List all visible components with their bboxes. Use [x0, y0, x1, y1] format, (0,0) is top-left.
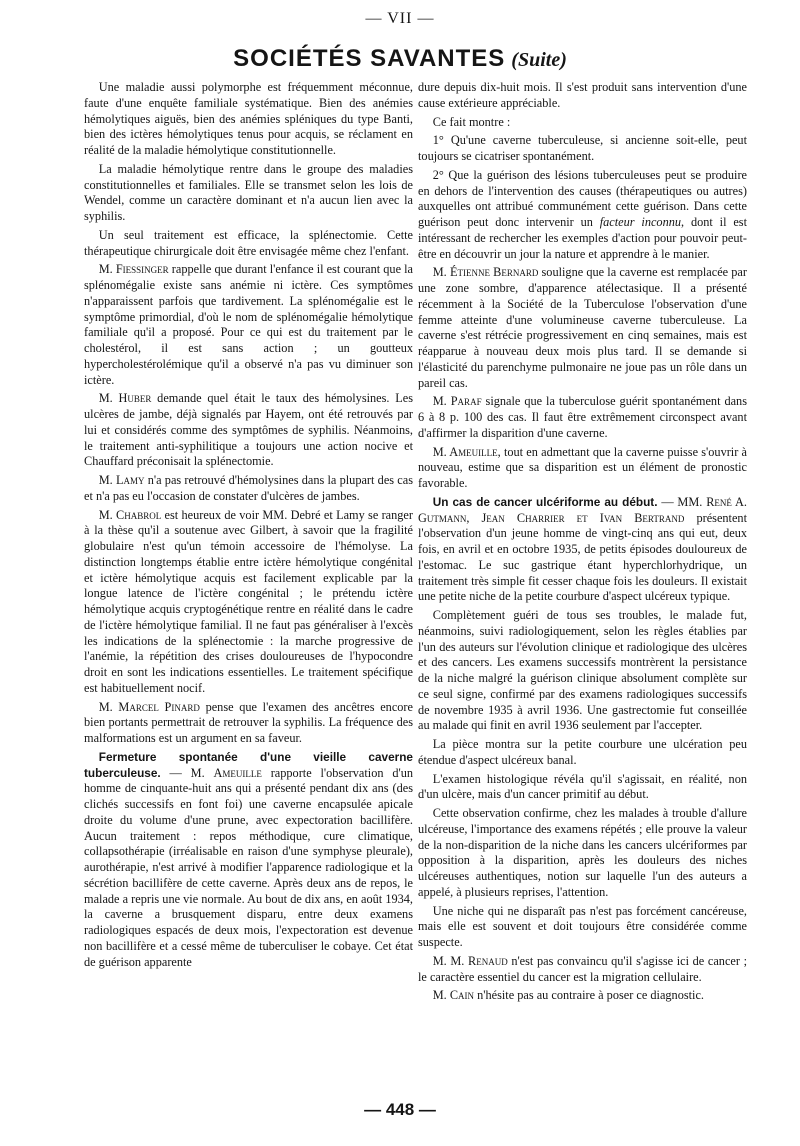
roman-page-number: — VII — [365, 10, 435, 27]
paragraph: Une niche qui ne disparaît pas n'est pas forcément cancéreuse, mais elle est souvent et doit toujours être considérée comme suspecte. [418, 903, 747, 949]
paragraph [418, 988, 747, 1004]
paragraph-text: demande quel était le taux des hémolysines. Les ulcères de jambe, déjà signalés par Hayem, ont été retrouvés par lui et considérés comme des symptômes de syphilis. Néanmoins, le traitement anti-syphilitique a toujours une action nocive et Chauffard préconisait la splénectomie. [84, 391, 414, 469]
right-column [418, 80, 747, 1007]
paragraph-text: 2° Que la guérison des lésions tuberculeuses peut se produire en dehors de l'intervention des causes (thérapeutiques ou autres) auxquelles ont attribué communément cette guérison. Dans cette guérison peut donc intervenir un [418, 167, 747, 229]
paragraph [418, 954, 747, 986]
paragraph-text: présentent l'observation d'un jeune homme de vingt-cinq ans qui eut, deux fois, en avril et en octobre 1935, de petits épisodes douloureux de l'estomac. Le suc gastrique étant hyperchlorhydrique, un traitement très simple fit cesser chaque fois les douleurs. Il existait une petite niche de la petite courbure d'aspect ulcéreux typique. [418, 510, 747, 604]
paragraph-text: n'est pas convaincu qu'il s'agisse ici de cancer ; le caractère essentiel du cancer est la migration cellulaire. [418, 953, 747, 984]
heading-dash: — M. [160, 765, 214, 780]
article-heading: Fermeture spontanée d'une vieille caverne tuberculeuse. [84, 749, 413, 780]
paragraph: La maladie hémolytique rentre dans le groupe des maladies constitutionnelles et familiales. Elle se transmet selon les lois de Wendel, comme un caractère dominant et n'a aucun lien avec la syphilis. [84, 161, 413, 223]
paragraph [84, 262, 413, 388]
paragraph-text: rappelle que durant l'enfance il est courant que la splénomégalie existe sans anémie ni ictère. Ces symptômes n'apparaissent parfois que tardivement. La splénomégalie est le symptôme primordial, d'où le nom de splénomégalie hémolytique familiale qu'il a proposé. Pour ce qui est du traitement par le cholestérol, il est sans action ; un goutteux hypercholestérolémique qu'il a observé n'a pas vu diminuer son ictère. [84, 262, 413, 387]
paragraph [84, 508, 413, 697]
paragraph [84, 473, 413, 505]
paragraph: 1° Qu'une caverne tuberculeuse, si ancienne soit-elle, peut toujours se cicatriser spontanément. [418, 133, 747, 163]
paragraph: La pièce montra sur la petite courbure une ulcération peu étendue d'aspect ulcéreux banal. [418, 737, 747, 767]
speaker-name: M. Paraf [432, 394, 482, 409]
authors: — MM. René A. Gutmann, Jean Charrier et Ivan Bertrand [418, 494, 747, 525]
page-number: — 448 — [364, 1100, 436, 1119]
left-column [84, 80, 413, 973]
paragraph [84, 700, 413, 747]
paragraph-text: rapporte l'observation d'un homme de cinquante-huit ans qui a présenté pendant dix ans (des clichés successifs en font foi) une caverne encapsulée apicale droite du volume d'une prune, avec expectoration bacillifère. Aucun traitement : repos méthodique, cure climatique, collapsothérapie (irréalisable en raison d'une symphyse pleurale), aurothérapie, n'est arrivé à modifier l'apparence radiologique et la sécrétion bacillifère de cette caverne. Après deux ans de repos, le malade a repris une vie normale. Au bout de dix ans, en août 1934, la caverne a brusquement disparu, entre deux examens radiologiques espacés de deux mois, l'expectoration est devenue non bacillifère et a cessé même de tuberculiser le cobaye. Cet état de guérison apparente [84, 765, 413, 969]
speaker-name: M. Marcel Pinard [98, 699, 200, 714]
paragraph-text: souligne que la caverne est remplacée par une zone sombre, d'apparence atélectasique. Il a présenté récemment à la Société de la Tuberculose l'observation d'une femme atteinte d'une volumineuse caverne tuberculeuse. La caverne s'est rétrécie progressivement en cinq semaines, mais est réapparue à nouveau deux mois plus tard. Il se demande si l'élasticité du parenchyme pulmonaire ne joue pas un rôle dans un pareil cas. [418, 265, 747, 390]
speaker-name: M. Chabrol [98, 507, 162, 522]
paragraph: Une maladie aussi polymorphe est fréquemment méconnue, faute d'une enquête familiale systématique. Bien des anémies hémolytiques aiguës, bien des anémies spléniques du type Banti, bien des ictères hémolytiques tenus pour acquis, se réclament en réalité de la maladie hémolytique constitutionnelle. [84, 80, 413, 157]
paragraph-text: n'hésite pas au contraire à poser ce diagnostic. [474, 988, 704, 1003]
paragraph-text: , dont il est intéressant de rechercher les exemples d'action pour pouvoir peut-être en découvrir un jour la nature et apprendre à le manier. [418, 215, 747, 261]
speaker-name: M. Étienne Bernard [432, 265, 539, 280]
speaker-name: M. Lamy [98, 473, 145, 487]
paragraph: Cette observation confirme, chez les malades à trouble d'allure ulcéreuse, l'importance des examens répétés ; elle prouve la valeur de la non-disparition de la niche dans les cancers ulcériformes par opposition à la disparition, après les douleurs des niches ulcéreuses authentiques, notion sur laquelle l'un des auteurs a appelé, à plusieurs reprises, l'attention. [418, 806, 747, 899]
paragraph: Un seul traitement est efficace, la splénectomie. Cette thérapeutique chirurgicale doit être envisagée même chez l'enfant. [84, 227, 413, 258]
speaker-name: M. Huber [98, 391, 152, 406]
speaker-name: M. Fiessinger [98, 262, 169, 277]
paragraph [418, 394, 747, 441]
paragraph: dure depuis dix-huit mois. Il s'est produit sans intervention d'une cause extérieure appréciable. [418, 80, 747, 110]
paragraph [418, 265, 747, 391]
paragraph [418, 168, 747, 263]
paragraph [84, 750, 413, 971]
paragraph-text: pense que l'examen des ancêtres encore bien portants permettrait de retrouver la syphilis. La fréquence des malformations est un argument en sa faveur. [84, 699, 413, 745]
paragraph [418, 445, 747, 492]
paragraph-text: est heureux de voir MM. Debré et Lamy se ranger à la thèse qu'il a soutenue avec Gilbert, à savoir que la fragilité globulaire n'est qu'un témoin accessoire de l'hémolyse. La distinction longtemps établie entre ictère hémolytique congénital et ictère hémolytique acquis est facilement explicable par la longue latence de l'ictère congénital ; le prétendu ictère hémolytique acquis cryptogénétique rentre en réalité dans le cadre de l'ictère hémolytique familial. Il ne faut pas généraliser à l'excès les indications de la splénectomie : la marche progressive de l'anémie, la répétition des crises douloureuses de l'hypocondre droit en sont les indications essentielles. Le traitement spécifique est habituellement nocif. [84, 507, 413, 695]
paragraph: Ce fait montre : [432, 114, 511, 129]
paragraph [84, 391, 413, 470]
speaker-name: M. Ameuille [432, 444, 498, 459]
section-masthead [0, 44, 800, 77]
speaker-name: Ameuille [213, 765, 262, 780]
article-heading: Un cas de cancer ulcériforme au début. [432, 494, 658, 509]
paragraph-text: n'a pas retrouvé d'hémolysines dans la plupart des cas et n'a pas eu l'occasion de constater d'ulcères de jambes. [84, 473, 413, 503]
speaker-name: M. Cain [432, 988, 475, 1003]
emphasis: facteur inconnu [599, 215, 682, 229]
speaker-name: M. M. Renaud [432, 953, 508, 968]
section-title: SOCIÉTÉS SAVANTES [233, 45, 506, 72]
section-title-suffix: (Suite) [511, 49, 567, 71]
paragraph: Complètement guéri de tous ses troubles, le malade fut, néanmoins, suivi radiologiquement, selon les règles établies par l'un des auteurs sur l'évolution clinique et radiologique des ulcères et des cancers. Les examens successifs montrèrent la persistance de la niche malgré la guérison clinique absolument complète sur ce seul signe, confirmé par des examens radiologiques successifs de novembre 1935 à avril 1936. Une gastrectomie fut conseillée au malade qui finit en avril 1936 seulement par l'accepter. [418, 608, 747, 733]
paragraph: L'examen histologique révéla qu'il s'agissait, en réalité, non d'un ulcère, mais d'un cancer primitif au début. [418, 771, 747, 802]
paragraph [418, 495, 747, 605]
paragraph-text: , tout en admettant que la caverne puisse s'ouvrir à nouveau, estime que sa disparition est un élément de pronostic favorable. [418, 444, 747, 490]
paragraph-text: signale que la tuberculose guérit spontanément dans 6 à 8 p. 100 des cas. Il faut être extrêmement circonspect avant d'affirmer la disparition d'une caverne. [418, 394, 747, 440]
